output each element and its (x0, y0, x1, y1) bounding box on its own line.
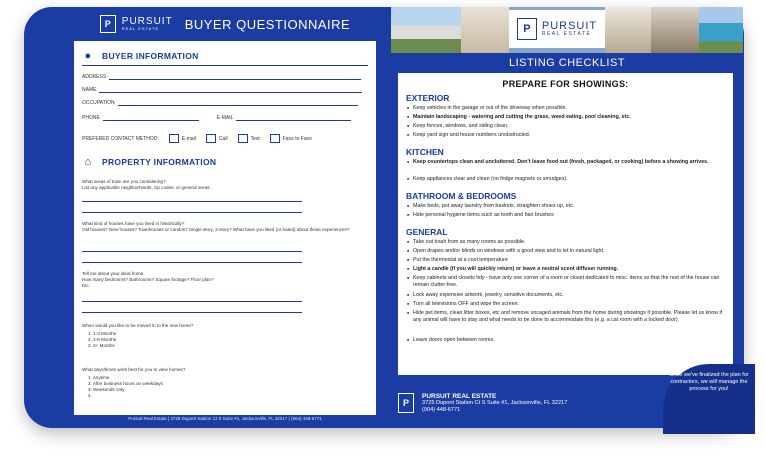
name-field[interactable] (99, 86, 362, 93)
name-label: NAME (82, 87, 97, 93)
brand-sub: REAL ESTATE (121, 26, 160, 31)
property-info-title: PROPERTY INFORMATION (102, 157, 217, 167)
list-item: ■ Make beds, put away laundry from baskets, straighten shoes up, etc. (413, 203, 723, 210)
contact-method-row (82, 134, 312, 143)
right-footer (398, 383, 638, 423)
brand-name: PURSUIT (541, 20, 598, 32)
question-view-times: What days/times work best for you to view homes? 1. Anytime 2. After business hours on weekdays 3. Weekends only 4. (82, 367, 186, 398)
general-heading: GENERAL (406, 227, 448, 237)
occupation-row (82, 99, 358, 106)
contractor-note: Once we've finalized the plan for contractors, we will manage the process for you! (663, 364, 755, 434)
list-item: ■ Turn all televisions OFF and wipe the screen. (413, 301, 723, 308)
dining-photo (651, 7, 699, 53)
section-rule (82, 65, 368, 66)
address-row (82, 73, 361, 80)
name-row (82, 86, 362, 93)
footer-address: 3725 Dupont Station Ct S Suite #1, Jacksonville, FL 32217 (422, 399, 568, 406)
list-item: ■ Keep countertops clean and uncluttered. Don't leave food out (fresh, packaged, or cooking) before a showing arrives. (413, 159, 723, 166)
list-item: ■ Leave doors open between rooms. (413, 337, 723, 344)
answer-line[interactable] (82, 262, 302, 263)
answer-line[interactable] (82, 201, 302, 202)
phone-field[interactable] (103, 114, 199, 121)
list-item: ■ Open drapes and/or blinds on windows with a good view and to let in natural light. (413, 248, 723, 255)
checklist-content (398, 73, 733, 375)
question-ideal-home: Tell me about your ideal home. How many bedrooms? Bathrooms? Square footage? Floor plan? Etc. (82, 271, 214, 288)
list-item: ■ Hide personal hygiene items such as tooth and hair brushes (413, 212, 723, 219)
contact-text-checkbox[interactable]: Text (238, 134, 260, 143)
brand (122, 17, 173, 31)
answer-line[interactable] (82, 251, 302, 252)
footer-phone: (904) 448-6771 (422, 406, 461, 413)
contact-face-to-face-checkbox[interactable]: Face to Face (270, 134, 312, 143)
question-move-in: When would you like to be moved in to the new home? 1. 1-3 Months 2. 4-6 Months 3. 6+ Months (82, 323, 194, 348)
list-item: ■ Keep yard sign and house numbers unobstructed. (413, 132, 723, 139)
footer-company: PURSUIT REAL ESTATE (422, 392, 497, 400)
pursuit-logo-icon: P (517, 18, 537, 40)
left-footer: Pursuit Real Estate | 3725 Dupont Station Ct S Suite #1, Jacksonville, FL 32217 | (904) 448-6771 (128, 416, 322, 421)
answer-line[interactable] (82, 212, 302, 213)
phone-label: PHONE (82, 115, 100, 121)
address-label: ADDRESS (82, 74, 107, 80)
questionnaire-form (74, 41, 376, 415)
checklist-subtitle: PREPARE FOR SHOWINGS: (502, 79, 629, 89)
brand-name: PURSUIT (121, 16, 173, 27)
brand-sub: REAL ESTATE (541, 31, 592, 37)
house-icon: ⌂ (84, 156, 92, 168)
email-field[interactable] (236, 114, 351, 121)
list-item: ■ Put the thermostat at a cool temperature (413, 257, 723, 264)
list-item: ■ Take out trash from as many rooms as possible. (413, 239, 723, 246)
person-icon: ● (84, 50, 92, 62)
buyer-questionnaire-page (66, 7, 384, 428)
contact-call-checkbox[interactable]: Call (206, 134, 228, 143)
occupation-label: OCCUPATION (82, 100, 115, 106)
bathroom-heading: BATHROOM & BEDROOMS (406, 191, 517, 201)
answer-line[interactable] (82, 312, 302, 313)
house-exterior-photo (391, 7, 461, 53)
email-label: E-MAIL (216, 115, 234, 121)
brochure-spread (38, 7, 749, 428)
list-item: ■ Keep appliances clear and clean (no fridge magnets or smudges). (413, 176, 723, 183)
pursuit-logo-icon: P (398, 393, 414, 413)
list-item: ■ Keep fences, windows, and siding clean. (413, 123, 723, 130)
phone-row (82, 114, 351, 121)
checklist-title: LISTING CHECKLIST (508, 57, 626, 69)
buyer-info-title: BUYER INFORMATION (102, 51, 199, 61)
property-info-heading (82, 156, 216, 168)
occupation-field[interactable] (118, 99, 358, 106)
list-item: ■ Keep cabinets and closets tidy - have only one corner of a room or closet dedicated to misc. items so that the rest of the house can remain clutter-free. (413, 275, 723, 289)
contact-email-checkbox[interactable]: E-mail (169, 134, 196, 143)
living-room-photo (461, 7, 509, 53)
pool-photo (699, 7, 743, 53)
listing-checklist-page (391, 7, 749, 428)
list-item: ■ Lock away expensive artwork, jewelry, sensitive documents, etc. (413, 292, 723, 299)
house-photo-strip (391, 7, 743, 53)
list-item: ■ Maintain landscaping - watering and cutting the grass, weed eating, pool cleaning, etc. (413, 114, 723, 121)
list-item: ■ Keep vehicles in the garage or out of the driveway when possible. (413, 105, 723, 112)
exterior-heading: EXTERIOR (406, 93, 450, 103)
kitchen-heading: KITCHEN (406, 147, 444, 157)
question-houses: What kind of houses have you lived in historically? Old houses? New houses? Townhouses or condos? Single story, 2-story? What have you liked (or hated) about those experiences? (82, 221, 350, 232)
pursuit-logo-icon: P (100, 15, 116, 33)
list-item: ■ Hide pet items, clean litter boxes, etc and remove uncaged animals from the home during showings if possible. Please let us know if any animal will have to stay and what needs to be done to accommodate this (e.g. a cat room with a locked door). (413, 310, 723, 324)
page-title: BUYER QUESTIONNAIRE (184, 16, 351, 32)
address-field[interactable] (109, 73, 361, 80)
left-header (66, 7, 384, 41)
right-logo (509, 10, 605, 48)
answer-line[interactable] (82, 301, 302, 302)
contact-method-label: PREFERED CONTACT METHOD: (82, 135, 159, 142)
kitchen-photo (605, 7, 651, 53)
question-areas: What areas of town are you considering? List any applicable neighborheeds, zip codes, or general areas. (82, 179, 211, 190)
list-item: ■ Light a candle (if you will quickly return) or leave a neutral scent diffuser running. (413, 266, 723, 273)
buyer-info-heading (82, 50, 199, 62)
